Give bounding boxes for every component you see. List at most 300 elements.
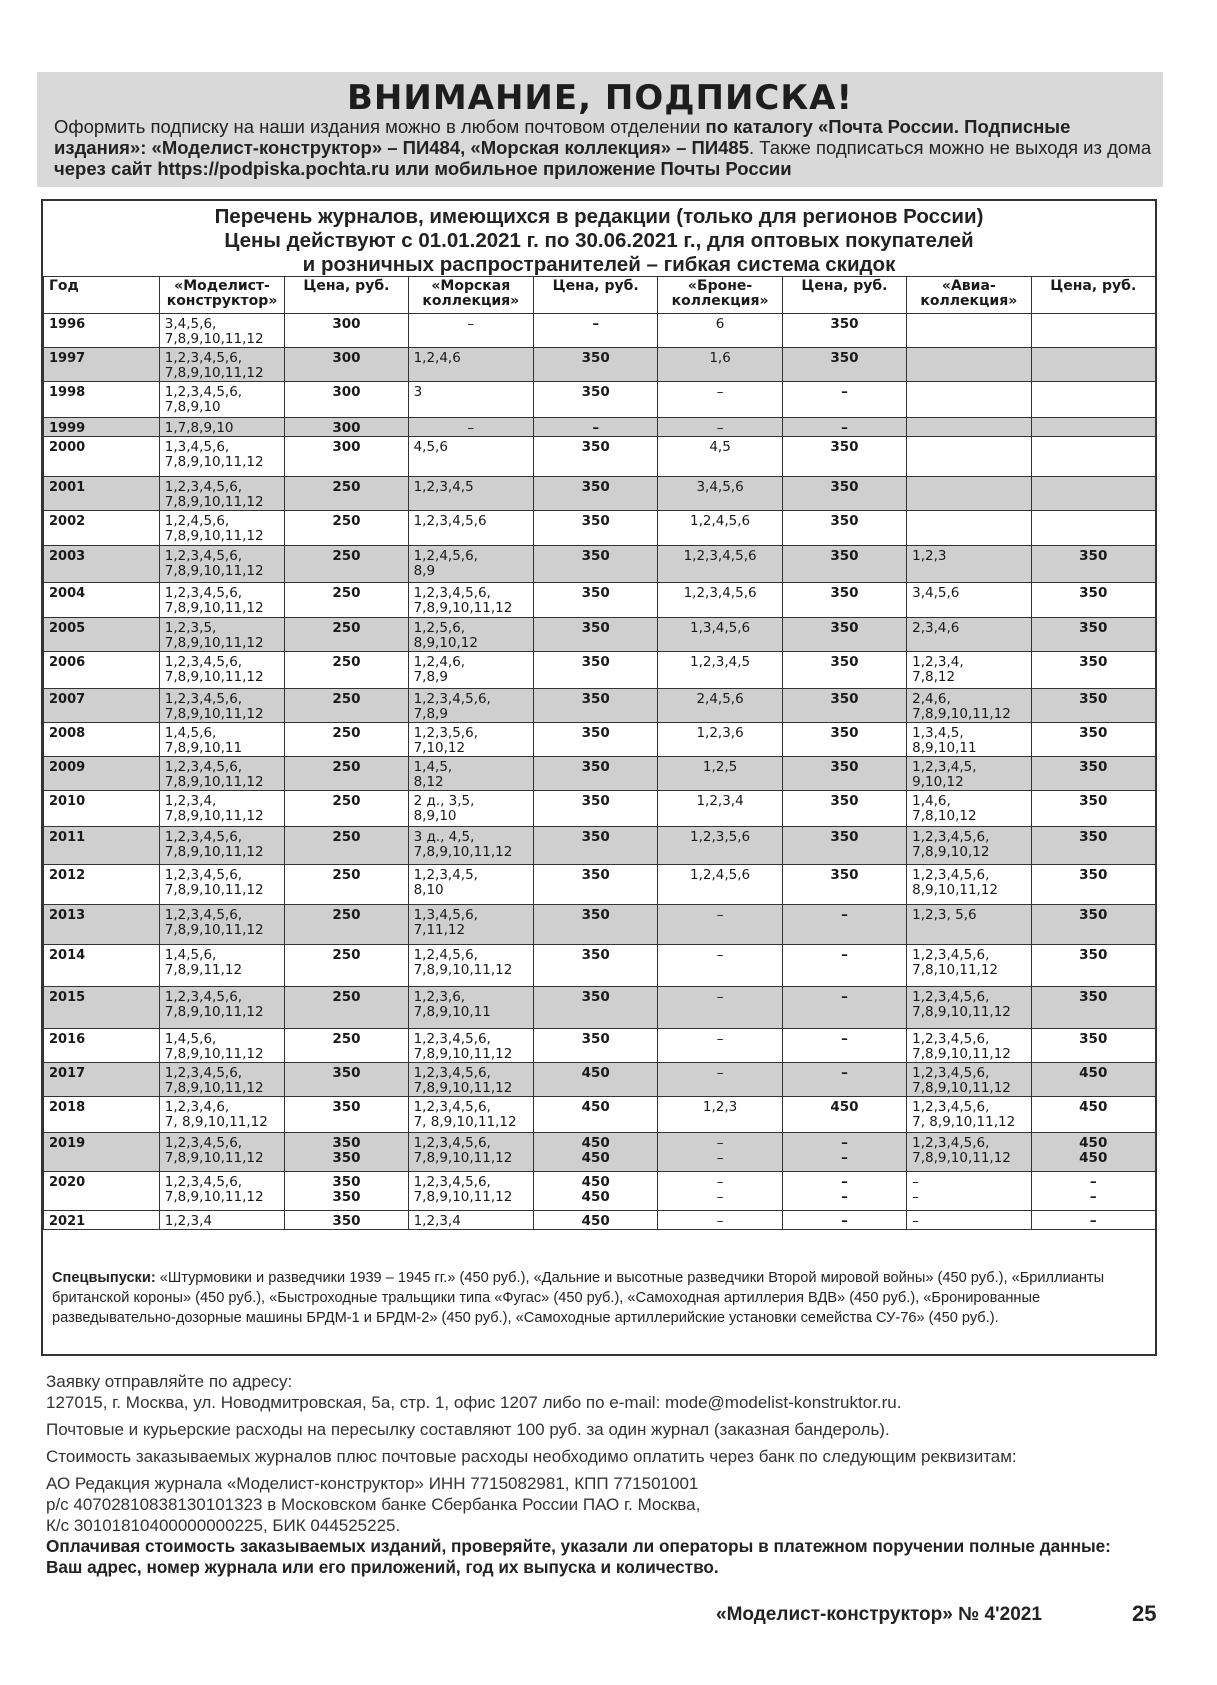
cell-line: 1,2,3,4,5,6 (413, 513, 487, 529)
cell-morskaya-issues (408, 437, 533, 477)
cell-line: 1,4,5,6, (164, 947, 217, 963)
cell-morskaya-price (534, 1029, 658, 1063)
cell-avia-issues (907, 348, 1031, 382)
cell-modelist-issues (159, 865, 284, 905)
cell-avia-price (1031, 791, 1155, 827)
cell-line: 350 (581, 513, 610, 529)
cell-morskaya-price (534, 723, 658, 757)
table-row (44, 723, 1156, 757)
cell-line: 2 д., 3,5, (413, 793, 475, 809)
cell-line: 350 (830, 548, 859, 564)
cell-year (44, 314, 160, 348)
cell-line: 7,8,9,10,11,12 (164, 1189, 264, 1205)
order-info (46, 1371, 1166, 1578)
cell-line: 350 (830, 620, 859, 636)
cell-line: 2000 (49, 440, 86, 455)
cell-line: 350 (581, 620, 610, 636)
table-row (44, 865, 1156, 905)
header-price-4: Цена, руб. (1031, 277, 1155, 314)
cell-morskaya-issues (408, 652, 533, 689)
cell-line: 350 (581, 907, 610, 923)
cell-line: – (841, 1189, 848, 1205)
cell-line: 1,2,3 (912, 548, 947, 564)
cell-line: – (1089, 1189, 1097, 1205)
cell-modelist-price (285, 1133, 408, 1172)
cell-modelist-issues (159, 418, 284, 437)
cell-year (44, 418, 160, 437)
cell-avia-issues (907, 1211, 1031, 1230)
cell-line: 450 (581, 1065, 610, 1081)
cell-brone-price (782, 418, 906, 437)
table-row (44, 511, 1156, 546)
cell-modelist-issues (159, 652, 284, 689)
payment-intro: Стоимость заказываемых журналов плюс почтовые расходы необходимо оплатить через банк по следующим реквизитам: (46, 1447, 1017, 1466)
cell-brone-issues (658, 583, 782, 618)
table-row (44, 348, 1156, 382)
cell-line: – (467, 420, 475, 436)
cell-brone-issues (658, 477, 782, 511)
table-row (44, 437, 1156, 477)
cell-morskaya-issues (408, 546, 533, 583)
cell-morskaya-issues (408, 583, 533, 618)
cell-line: 1997 (49, 351, 86, 366)
cell-line: 350 (581, 691, 610, 707)
cell-line: 1,3,4,5,6, (164, 439, 230, 455)
catalog-title-line-2: Цены действуют с 01.01.2021 г. по 30.06.2021 г., для оптовых покупателей (224, 229, 974, 252)
cell-line: – (716, 989, 724, 1005)
cell-modelist-issues (159, 791, 284, 827)
cell-line: 1,2,3 (702, 1099, 738, 1115)
cell-line: 1,2,3,4,5,6, (164, 691, 243, 707)
cell-avia-price (1031, 348, 1155, 382)
cell-modelist-issues (159, 618, 284, 652)
cell-year (44, 757, 160, 791)
cell-line: 2002 (49, 514, 86, 529)
cell-brone-price (782, 546, 906, 583)
cell-avia-price (1031, 905, 1155, 945)
cell-line: 450 (1079, 1099, 1108, 1115)
cell-brone-price (782, 1097, 906, 1133)
cell-brone-issues (658, 511, 782, 546)
cell-brone-issues (658, 382, 782, 418)
cell-line: – (716, 1135, 724, 1151)
cell-line: 1,4,5, (413, 759, 453, 775)
cell-morskaya-price (534, 382, 658, 418)
cell-year (44, 583, 160, 618)
cell-line: 7,8,9,10,11,12 (912, 1046, 1011, 1062)
cell-avia-issues (907, 511, 1031, 546)
cell-line: – (912, 1213, 919, 1229)
cell-line: 1,2,3,4 (696, 793, 744, 809)
cell-line: 450 (581, 1189, 610, 1205)
cell-line: 7,8,9,10,11,12 (164, 528, 264, 544)
cell-line: 1,2,3,4,5,6, (164, 350, 243, 366)
cell-line: 1,2,3,4,5,6, (164, 1135, 243, 1151)
cell-line: 7,8,9,10,11,12 (164, 1046, 264, 1062)
bank-details-company: АО Редакция журнала «Моделист-конструктор» ИНН 7715082981, КПП 771501001 (46, 1474, 699, 1493)
cell-line: 350 (830, 513, 859, 529)
cell-line: 350 (1079, 907, 1108, 923)
cell-year (44, 987, 160, 1029)
cell-line: 2014 (49, 948, 86, 963)
special-issues (52, 1268, 1152, 1328)
cell-morskaya-price (534, 827, 658, 865)
cell-modelist-price (285, 987, 408, 1029)
cell-avia-issues (907, 546, 1031, 583)
cell-line: 8,9,10,11 (912, 740, 977, 756)
cell-line: 1,2,3,4,5,6, (413, 1065, 491, 1081)
cell-line: 1,2,4,5,6, (413, 947, 478, 963)
cell-modelist-price (285, 1211, 408, 1230)
cell-line: – (716, 1031, 724, 1047)
cell-line: 3 д., 4,5, (413, 829, 475, 845)
cell-line: 450 (581, 1150, 610, 1166)
cell-modelist-price (285, 418, 408, 437)
cell-modelist-price (285, 905, 408, 945)
cell-line: 1,2,3,4,5,6, (164, 654, 243, 670)
cell-brone-issues (658, 1211, 782, 1230)
table-row (44, 1133, 1156, 1172)
cell-avia-price (1031, 652, 1155, 689)
cell-line: 350 (1079, 793, 1108, 809)
cell-line: 350 (332, 1065, 361, 1081)
intro-catalog-info: по каталогу «Почта России. Подписные издания»: «Моделист-конструктор» – ПИ484, «Морская коллекция» – ПИ485 (54, 116, 1071, 158)
cell-morskaya-price (534, 945, 658, 987)
cell-modelist-issues (159, 1063, 284, 1097)
cell-line: 7,8,9,10,11,12 (164, 706, 264, 722)
bank-details-bik: К/с 30101810400000000225, БИК 044525225. (46, 1516, 401, 1535)
cell-line: 7,8,9,10,11,12 (413, 1189, 513, 1205)
cell-modelist-issues (159, 827, 284, 865)
cell-avia-price (1031, 757, 1155, 791)
cell-modelist-issues (159, 1133, 284, 1172)
cell-line: 7,8,9,10,11,12 (912, 1150, 1011, 1166)
cell-line: 450 (581, 1174, 610, 1190)
table-row (44, 791, 1156, 827)
cell-modelist-price (285, 723, 408, 757)
cell-morskaya-price (534, 618, 658, 652)
cell-morskaya-price (534, 1097, 658, 1133)
cell-avia-issues (907, 1133, 1031, 1172)
cell-line: – (592, 420, 600, 436)
cell-line: 7,8,9,10,12 (912, 844, 990, 860)
cell-year (44, 1063, 160, 1097)
cell-line: 8,10 (413, 882, 444, 898)
cell-avia-issues (907, 945, 1031, 987)
cell-modelist-price (285, 477, 408, 511)
cell-modelist-price (285, 1029, 408, 1063)
cell-line: 350 (581, 793, 610, 809)
cell-line: – (716, 420, 724, 436)
cell-brone-price (782, 382, 906, 418)
cell-avia-price (1031, 382, 1155, 418)
cell-brone-price (782, 689, 906, 723)
cell-line: 300 (332, 384, 361, 400)
cell-line: 1,2,3,4,5,6, (164, 548, 243, 564)
cell-year (44, 618, 160, 652)
cell-line: 7,8,9,11,12 (164, 962, 243, 978)
cell-line: 350 (830, 479, 859, 495)
cell-modelist-issues (159, 437, 284, 477)
table-row (44, 418, 1156, 437)
cell-year (44, 865, 160, 905)
cell-line: 250 (332, 585, 361, 601)
cell-line: 1,2,3,4,5, (912, 759, 977, 775)
cell-line: 1,2,3,4,5,6, (912, 829, 990, 845)
cell-year (44, 1133, 160, 1172)
cell-line: 1,2,3,4,5,6, (164, 989, 243, 1005)
cell-line: 1,2,3,4 (413, 1213, 461, 1229)
table-row (44, 1097, 1156, 1133)
cell-line: 7,8,9,10,11,12 (164, 563, 264, 579)
cell-year (44, 945, 160, 987)
cell-morskaya-issues (408, 314, 533, 348)
cell-morskaya-issues (408, 865, 533, 905)
cell-line: 1,2,3,4,5,6, (164, 1174, 243, 1190)
cell-brone-issues (658, 546, 782, 583)
cell-line: 7, 8,9,10,11,12 (413, 1114, 517, 1130)
table-row (44, 314, 1156, 348)
cell-modelist-issues (159, 477, 284, 511)
cell-modelist-issues (159, 689, 284, 723)
cell-line: 1,2,4,5,6 (690, 867, 751, 883)
cell-line: 2021 (49, 1214, 86, 1229)
cell-modelist-price (285, 314, 408, 348)
cell-morskaya-issues (408, 723, 533, 757)
cell-brone-price (782, 583, 906, 618)
cell-avia-issues (907, 437, 1031, 477)
cell-line: 350 (581, 1031, 610, 1047)
cell-year (44, 905, 160, 945)
cell-line: 1,2,3,4,5 (690, 654, 751, 670)
cell-line: 1,7,8,9,10 (164, 420, 234, 436)
table-row (44, 1172, 1156, 1211)
cell-brone-price (782, 945, 906, 987)
cell-brone-price (782, 618, 906, 652)
header-price-1: Цена, руб. (285, 277, 408, 314)
cell-brone-issues (658, 987, 782, 1029)
cell-line: 300 (332, 439, 361, 455)
cell-line: 250 (332, 907, 361, 923)
cell-avia-price (1031, 546, 1155, 583)
cell-modelist-price (285, 865, 408, 905)
cell-line: 8,9,10,11,12 (912, 882, 999, 898)
cell-line: 350 (332, 1099, 361, 1115)
cell-modelist-price (285, 437, 408, 477)
cell-avia-issues (907, 477, 1031, 511)
cell-line: 350 (1079, 548, 1108, 564)
cell-brone-price (782, 827, 906, 865)
cell-modelist-price (285, 618, 408, 652)
cell-modelist-price (285, 583, 408, 618)
cell-line: 1,2,3,4,5,6, (413, 1174, 491, 1190)
cell-line: 7,8,9,10,11,12 (164, 365, 264, 381)
cell-line: 8,12 (413, 774, 444, 790)
cell-line: 7,10,12 (413, 740, 466, 756)
cell-line: 1,2,3,4, (912, 654, 964, 670)
cell-line: – (841, 420, 848, 436)
cell-line: 1,2,4,5,6 (690, 513, 751, 529)
cell-modelist-issues (159, 905, 284, 945)
cell-line: 1,3,4,5, (912, 725, 964, 741)
footer-magazine-issue: «Моделист-конструктор» № 4'2021 (716, 1604, 1042, 1625)
cell-year (44, 689, 160, 723)
cell-line: – (841, 907, 848, 923)
cell-line: – (841, 947, 848, 963)
cell-line: 350 (1079, 1031, 1108, 1047)
cell-line: 450 (581, 1135, 610, 1151)
cell-line: 1,2,3,4,5,6, (912, 947, 990, 963)
cell-line: 2006 (49, 655, 86, 670)
cell-line: – (841, 384, 848, 400)
cell-line: – (841, 1150, 848, 1166)
cell-year (44, 652, 160, 689)
cell-brone-price (782, 511, 906, 546)
cell-line: 1,2,3,4,5,6 (683, 585, 757, 601)
cell-line: 7,8,9,10,11,12 (164, 454, 264, 470)
cell-morskaya-issues (408, 791, 533, 827)
cell-line: 250 (332, 989, 361, 1005)
cell-line: 1,2,4,6 (413, 350, 461, 366)
cell-morskaya-price (534, 314, 658, 348)
cell-brone-price (782, 1172, 906, 1211)
cell-line: 3,4,5,6 (912, 585, 960, 601)
cell-morskaya-price (534, 791, 658, 827)
cell-line: 350 (581, 479, 610, 495)
cell-morskaya-issues (408, 418, 533, 437)
cell-modelist-issues (159, 583, 284, 618)
cell-line: 450 (830, 1099, 859, 1115)
table-row (44, 757, 1156, 791)
cell-morskaya-price (534, 1133, 658, 1172)
cell-avia-issues (907, 1063, 1031, 1097)
cell-line: 1,2,4,5,6, (164, 513, 230, 529)
cell-modelist-price (285, 1063, 408, 1097)
cell-modelist-price (285, 827, 408, 865)
cell-brone-issues (658, 652, 782, 689)
cell-modelist-issues (159, 1211, 284, 1230)
cell-line: 350 (332, 1189, 361, 1205)
cell-brone-price (782, 477, 906, 511)
cell-morskaya-issues (408, 945, 533, 987)
cell-line: 350 (581, 829, 610, 845)
header-morskaya: «Морская коллекция» (408, 277, 533, 314)
cell-line: 250 (332, 867, 361, 883)
cell-year (44, 723, 160, 757)
cell-avia-price (1031, 418, 1155, 437)
cell-brone-issues (658, 865, 782, 905)
cell-morskaya-price (534, 757, 658, 791)
cell-line: 7,8,9,10,11,12 (164, 922, 264, 938)
cell-morskaya-price (534, 1172, 658, 1211)
cell-modelist-price (285, 791, 408, 827)
cell-line: 7,8,9,10,11,12 (164, 882, 264, 898)
header-price-3: Цена, руб. (782, 277, 906, 314)
cell-line: 7,8,9,10,11,12 (164, 808, 264, 824)
cell-line: 7,8,9,10,11,12 (912, 706, 1011, 722)
cell-line: 2,4,5,6 (696, 691, 744, 707)
cell-year (44, 546, 160, 583)
cell-line: – (716, 1213, 724, 1229)
cell-brone-price (782, 1133, 906, 1172)
cell-line: 1,2,3,4, (164, 793, 217, 809)
cell-line: 1,2,3,5,6, (413, 725, 478, 741)
cell-avia-issues (907, 689, 1031, 723)
cell-year (44, 1097, 160, 1133)
cell-line: 1,2,3,5, (164, 620, 217, 636)
cell-line: – (716, 907, 724, 923)
cell-morskaya-issues (408, 827, 533, 865)
cell-line: 8,9,10,12 (413, 635, 478, 651)
cell-brone-price (782, 1063, 906, 1097)
catalog-table (43, 276, 1156, 1230)
cell-line: 1999 (49, 421, 86, 436)
cell-brone-price (782, 314, 906, 348)
cell-line: 7,8,9,10,11,12 (912, 1080, 1011, 1096)
catalog-title-line-1: Перечень журналов, имеющихся в редакции (только для регионов России) (214, 205, 984, 228)
cell-avia-price (1031, 689, 1155, 723)
cell-line: – (716, 1150, 724, 1166)
cell-morskaya-price (534, 652, 658, 689)
cell-line: 2009 (49, 760, 86, 775)
cell-modelist-price (285, 1097, 408, 1133)
cell-line: 2015 (49, 990, 86, 1005)
table-row (44, 382, 1156, 418)
cell-line: 1,2,3,4,5, (413, 867, 478, 883)
table-row (44, 546, 1156, 583)
cell-line: 350 (830, 439, 859, 455)
cell-line: 1,2,3,4,5,6, (164, 907, 243, 923)
cell-modelist-price (285, 546, 408, 583)
special-issues-label: Спецвыпуски: (52, 1270, 156, 1286)
cell-line: 350 (830, 759, 859, 775)
cell-morskaya-issues (408, 511, 533, 546)
cell-line: 1,4,6, (912, 793, 951, 809)
cell-line: 350 (581, 759, 610, 775)
header-year: Год (44, 277, 160, 314)
cell-avia-price (1031, 945, 1155, 987)
cell-avia-issues (907, 314, 1031, 348)
cell-morskaya-price (534, 511, 658, 546)
cell-morskaya-price (534, 1211, 658, 1230)
cell-avia-issues (907, 1097, 1031, 1133)
cell-modelist-issues (159, 1172, 284, 1211)
cell-brone-issues (658, 723, 782, 757)
cell-line: 2007 (49, 692, 86, 707)
cell-avia-issues (907, 905, 1031, 945)
cell-brone-issues (658, 1097, 782, 1133)
cell-line: 300 (332, 350, 361, 366)
cell-line: 7,8,9,10,11,12 (413, 1150, 513, 1166)
cell-line: 350 (581, 947, 610, 963)
cell-line: 2019 (49, 1136, 86, 1151)
cell-line: 350 (1079, 989, 1108, 1005)
cell-avia-price (1031, 314, 1155, 348)
cell-line: 1,2,3,4,5,6, (413, 1099, 491, 1115)
cell-line: 1,2,3,4,5,6, (912, 1135, 990, 1151)
cell-morskaya-price (534, 477, 658, 511)
cell-avia-price (1031, 1211, 1155, 1230)
cell-line: 250 (332, 1031, 361, 1047)
cell-line: 250 (332, 793, 361, 809)
cell-line: 7,8,9 (413, 706, 448, 722)
cell-modelist-price (285, 1172, 408, 1211)
cell-modelist-price (285, 757, 408, 791)
order-address: 127015, г. Москва, ул. Новодмитровская, 5а, стр. 1, офис 1207 либо по e-mail: mode@modelist-konstruktor.ru. (46, 1393, 902, 1412)
table-row (44, 827, 1156, 865)
cell-avia-issues (907, 757, 1031, 791)
cell-line: 2020 (49, 1175, 86, 1190)
